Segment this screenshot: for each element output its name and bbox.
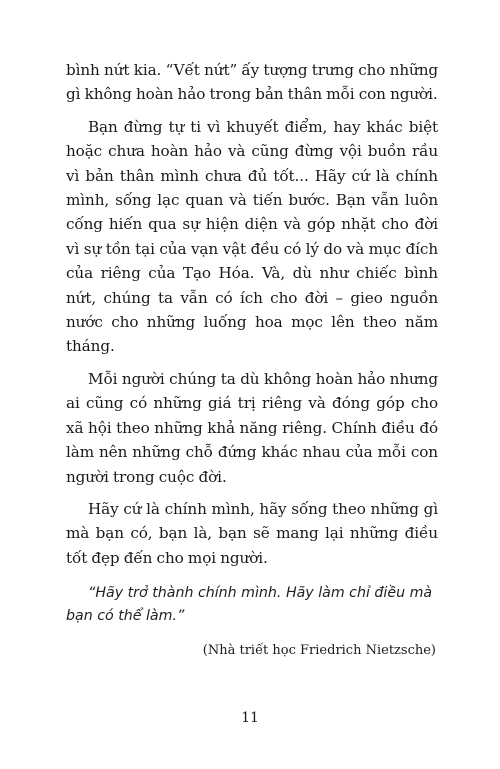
paragraph-4: Hãy cứ là chính mình, hãy sống theo những gì mà bạn có, bạn là, bạn sẽ mang lại những điều tốt đẹp đến cho mọi người. [66, 499, 438, 567]
page-body [66, 58, 438, 660]
quote-attribution: (Nhà triết học Friedrich Nietzsche) [202, 643, 436, 659]
paragraph-3: Mỗi người chúng ta dù không hoàn hảo nhưng ai cũng có những giá trị riêng và đóng góp cho xã hội theo những khả năng riêng. Chính điều đó làm nên những chỗ đứng khác nhau của mỗi con người trong cuộc đời. [66, 369, 438, 486]
paragraph-1: bình nứt kia. “Vết nứt” ấy tượng trưng cho những gì không hoàn hảo trong bản thân mỗi con người. [66, 61, 438, 104]
page-number: 11 [241, 710, 259, 726]
paragraph-2: Bạn đừng tự ti vì khuyết điểm, hay khác biệt hoặc chưa hoàn hảo và cũng đừng vội buồn rầu vì bản thân mình chưa đủ tốt... Hãy cứ là chính mình, sống lạc quan và tiến bước. Bạn vẫn luôn cống hiến qua sự hiện diện và góp nhặt cho đời vì sự tồn tại của vạn vật đều có lý do và mục đích của riêng của Tạo Hóa. Và, dù như chiếc bình nứt, chúng ta vẫn có ích cho đời – gieo nguồn nước cho những luống hoa mọc lên theo năm tháng. [66, 117, 438, 356]
quote-text: “Hãy trở thành chính mình. Hãy làm chỉ điều mà bạn có thể làm.” [66, 585, 433, 625]
